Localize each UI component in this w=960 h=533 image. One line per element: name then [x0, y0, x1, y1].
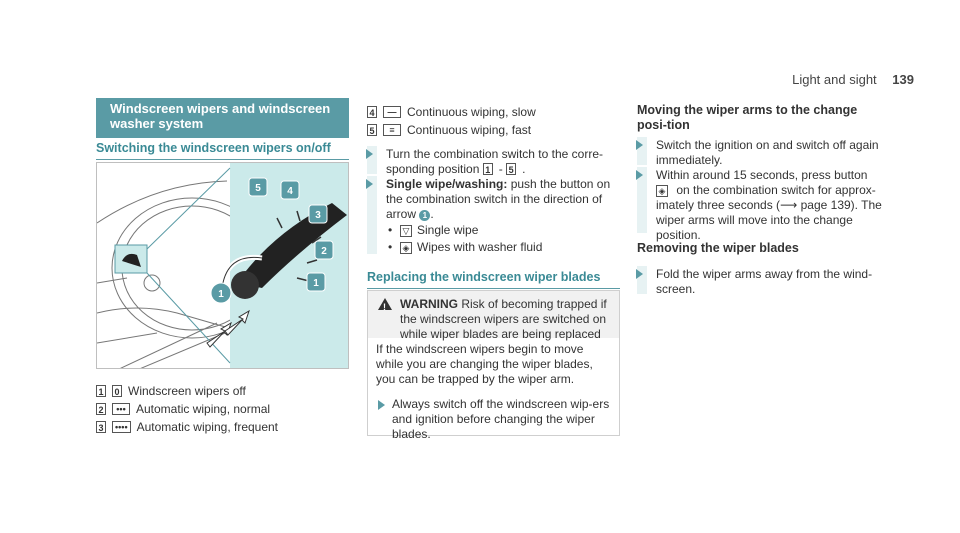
position-number: 2 [96, 403, 106, 415]
warning-body [368, 338, 619, 446]
step-text-pre: Within around 15 seconds, press button [656, 168, 868, 182]
page-header [792, 72, 914, 87]
step-fold-arms [656, 267, 886, 297]
warning-step [392, 397, 611, 442]
page-number: 139 [892, 72, 914, 87]
arrow-number-badge: 1 [419, 210, 430, 221]
sentence-end: . [430, 207, 434, 221]
position-text: Automatic wiping, frequent [136, 420, 279, 434]
callout-2-label: 2 [321, 246, 327, 257]
legend-row [96, 382, 278, 400]
step-text: Turn the combination switch to the corre-sponding position [386, 147, 603, 176]
subheading-replacing: Replacing the windscreen wiper blades [367, 270, 620, 284]
switch-positions-legend-left [96, 382, 278, 436]
step-ignition [656, 138, 886, 168]
legend-row [367, 121, 536, 139]
wiper-switch-illustration [96, 162, 349, 369]
single-wipe-icon: • ▽ [400, 225, 412, 237]
step-text: Fold the wiper arms away from the wind-screen. [656, 267, 873, 296]
list-item [386, 239, 616, 256]
range-dash: - [498, 162, 503, 176]
step-press-button [656, 168, 886, 243]
warning-step-text: Always switch off the windscreen wip-ers and ignition before changing the wiper blades. [392, 397, 610, 441]
page-reference-link[interactable]: page 139 [800, 198, 851, 212]
switch-positions-legend-right [367, 103, 536, 139]
position-symbol: — [383, 106, 401, 118]
position-number: 1 [483, 163, 493, 175]
washer-fluid-icon: ◈ [656, 185, 668, 197]
page-ref-arrow-icon: ⟶ [780, 198, 798, 212]
legend-row [367, 103, 536, 121]
step-text: push the button on the combination switch in the direction of arrow [386, 177, 611, 221]
section-title: Windscreen wipers and windscreen washer system [96, 98, 349, 138]
illustration-svg [97, 163, 349, 369]
list-item-text: Wipes with washer fluid [417, 240, 543, 254]
step-single-wipe [386, 177, 616, 256]
callout-1-label: 1 [313, 278, 319, 289]
position-text: Continuous wiping, slow [407, 105, 536, 119]
position-text: Automatic wiping, normal [136, 402, 271, 416]
warning-box [367, 290, 620, 441]
heading-removing-blades: Removing the wiper blades [637, 241, 799, 255]
step-arrow-icon [636, 140, 643, 150]
washer-fluid-icon: • ◈ [400, 242, 412, 254]
step-text: Switch the ignition on and switch off again immediately. [656, 138, 879, 167]
subheading-switching: Switching the windscreen wipers on/off [96, 141, 349, 155]
position-symbol: •••• [112, 421, 131, 433]
callout-3-label: 3 [315, 210, 321, 221]
arrow-callout-1-label: 1 [218, 289, 224, 300]
step-arrow-icon [366, 149, 373, 159]
section-name: Light and sight [792, 72, 877, 87]
step-text-post: ). The wiper arms will move into the change position. [656, 198, 882, 242]
sentence-end: . [522, 162, 526, 176]
callout-4-label: 4 [287, 186, 293, 197]
step-turn-switch [386, 147, 616, 177]
step-label: Single wipe/washing: [386, 177, 508, 191]
position-number: 1 [96, 385, 106, 397]
position-symbol: 0 [112, 385, 122, 397]
step-arrow-icon [378, 400, 385, 410]
list-item [386, 222, 616, 239]
position-number: 5 [506, 163, 516, 175]
warning-triangle-icon [378, 298, 392, 310]
position-number: 5 [367, 124, 377, 136]
warning-label: WARNING [400, 297, 458, 311]
legend-row [96, 400, 278, 418]
step-arrow-icon [636, 170, 643, 180]
list-item-text: Single wipe [417, 223, 479, 237]
position-text: Windscreen wipers off [128, 384, 246, 398]
step-arrow-icon [636, 269, 643, 279]
position-text: Continuous wiping, fast [407, 123, 532, 137]
callout-5-label: 5 [255, 183, 261, 194]
warning-head-text: Risk of becoming trapped if the windscreen wipers are switched on while wiper blades are being replaced [400, 297, 607, 341]
step-arrow-icon [366, 179, 373, 189]
warning-header [368, 291, 619, 341]
warning-body-text: If the windscreen wipers begin to move while you are changing the wiper blades, you can be trapped by the wiper arm. [376, 342, 593, 386]
step-text-mid: on the combination switch for approx-imately three seconds ( [656, 183, 876, 212]
legend-row [96, 418, 278, 436]
heading-moving-wiper-arms: Moving the wiper arms to the change posi-tion [637, 103, 858, 132]
position-number: 4 [367, 106, 377, 118]
position-number: 3 [96, 421, 106, 433]
wipe-options-list [386, 222, 616, 256]
position-symbol: ••• [112, 403, 130, 415]
position-symbol: ≡ [383, 124, 401, 136]
